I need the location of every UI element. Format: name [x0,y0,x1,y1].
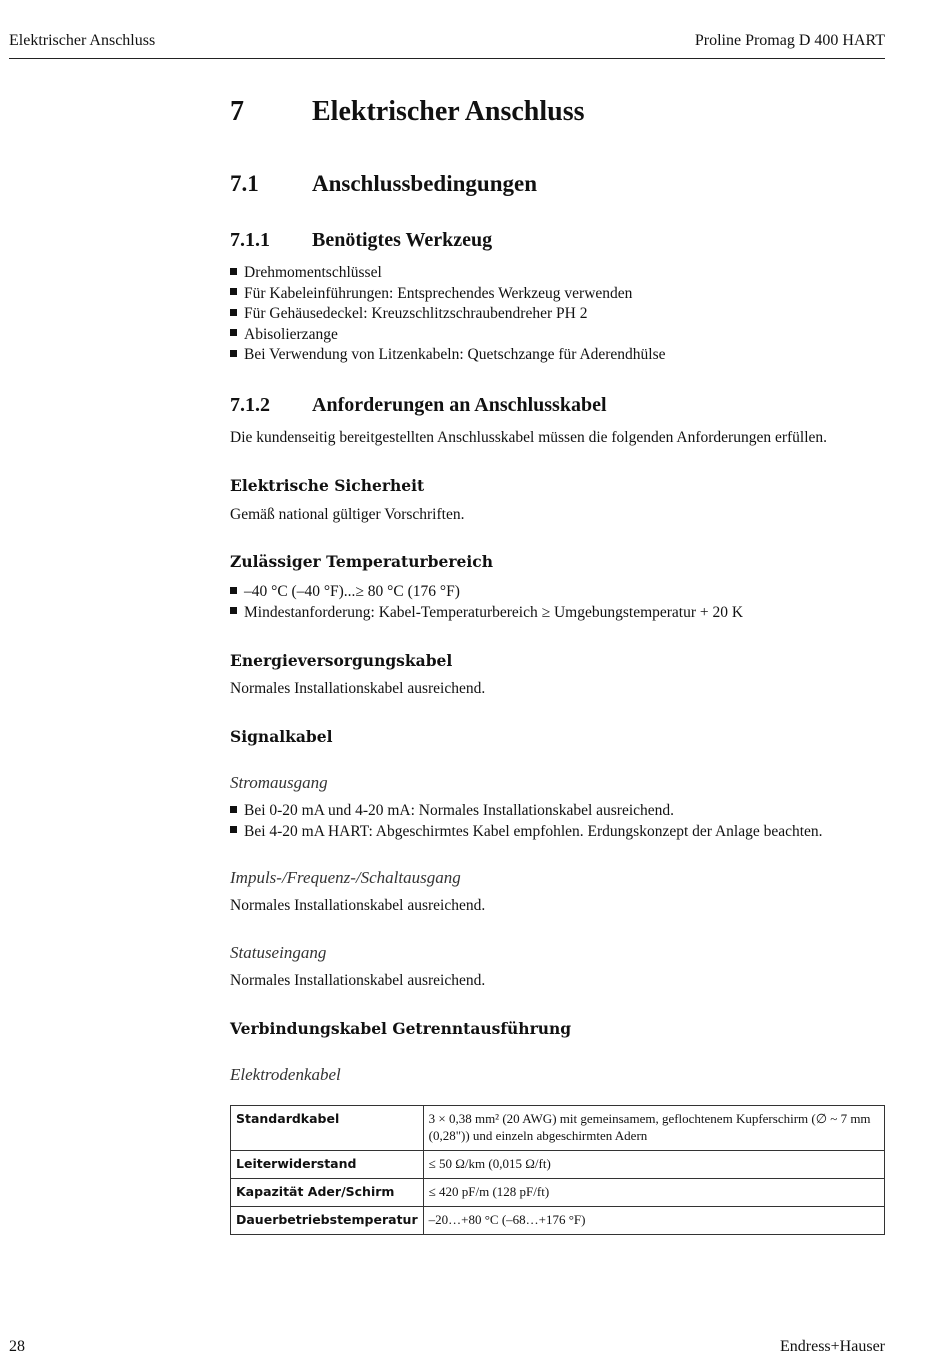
current-output-heading: Stromausgang [230,773,328,792]
electrode-cable-heading: Elektrodenkabel [230,1065,341,1084]
subsection-tools-heading [230,229,492,252]
table-value: –20…+80 °C (–68…+176 °F) [423,1207,884,1235]
power-heading: Energieversorgungskabel [230,651,453,670]
table-value: 3 × 0,38 mm² (20 AWG) mit gemeinsamem, geflochtenem Kupferschirm (∅ ~ 7 mm (0,28")) und einzeln abgeschirmten Adern [423,1106,884,1151]
pulse-output-text: Normales Installationskabel ausreichend. [230,897,486,914]
table-value: ≤ 50 Ω/km (0,015 Ω/ft) [423,1151,884,1179]
temperature-list [230,582,743,623]
page-header-right: Proline Promag D 400 HART [694,32,885,49]
header-rule [9,58,885,59]
list-item: Mindestanforderung: Kabel-Temperaturbereich ≥ Umgebungstemperatur + 20 K [230,603,743,624]
page-header-left: Elektrischer Anschluss [9,32,156,49]
list-item: –40 °C (–40 °F)...≥ 80 °C (176 °F) [230,582,743,603]
chapter-title: Elektrischer Anschluss [312,96,585,127]
signal-heading: Signalkabel [230,727,333,746]
current-output-list [230,801,823,842]
chapter-heading [230,96,585,128]
table-key: Standardkabel [231,1106,424,1151]
section-heading [230,171,537,197]
status-input-text: Normales Installationskabel ausreichend. [230,972,486,989]
subsection-number: 7.1.2 [230,394,270,416]
section-number: 7.1 [230,171,259,196]
power-text: Normales Installationskabel ausreichend. [230,680,486,697]
table-key: Leiterwiderstand [231,1151,424,1179]
list-item: Für Gehäusedeckel: Kreuzschlitzschraubendreher PH 2 [230,304,666,325]
table-row [231,1151,885,1179]
pulse-output-heading: Impuls-/Frequenz-/Schaltausgang [230,868,461,887]
list-item: Drehmomentschlüssel [230,263,666,284]
list-item: Bei 4-20 mA HART: Abgeschirmtes Kabel empfohlen. Erdungskonzept der Anlage beachten. [230,822,823,843]
safety-heading: Elektrische Sicherheit [230,476,425,495]
temperature-heading: Zulässiger Temperaturbereich [230,552,493,571]
table-value: ≤ 420 pF/m (128 pF/ft) [423,1179,884,1207]
remote-cable-heading: Verbindungskabel Getrenntausführung [230,1019,572,1038]
list-item: Für Kabeleinführungen: Entsprechendes Werkzeug verwenden [230,284,666,305]
cable-intro: Die kundenseitig bereitgestellten Anschlusskabel müssen die folgenden Anforderungen erfüllen. [230,429,828,446]
list-item: Abisolierzange [230,325,666,346]
table-row [231,1179,885,1207]
subsection-number: 7.1.1 [230,229,270,251]
footer-brand: Endress+Hauser [780,1338,885,1355]
chapter-number: 7 [230,96,244,127]
electrode-cable-table [230,1105,885,1235]
subsection-title: Anforderungen an Anschlusskabel [312,394,607,416]
page-number: 28 [9,1338,25,1355]
subsection-cable-heading [230,394,607,417]
tools-list [230,263,666,366]
safety-text: Gemäß national gültiger Vorschriften. [230,506,465,523]
table-row [231,1207,885,1235]
table-key: Dauerbetriebstemperatur [231,1207,424,1235]
table-key: Kapazität Ader/Schirm [231,1179,424,1207]
list-item: Bei Verwendung von Litzenkabeln: Quetschzange für Aderendhülse [230,345,666,366]
status-input-heading: Statuseingang [230,943,327,962]
subsection-title: Benötigtes Werkzeug [312,229,493,251]
table-row [231,1106,885,1151]
section-title: Anschlussbedingungen [312,171,537,196]
list-item: Bei 0-20 mA und 4-20 mA: Normales Installationskabel ausreichend. [230,801,823,822]
